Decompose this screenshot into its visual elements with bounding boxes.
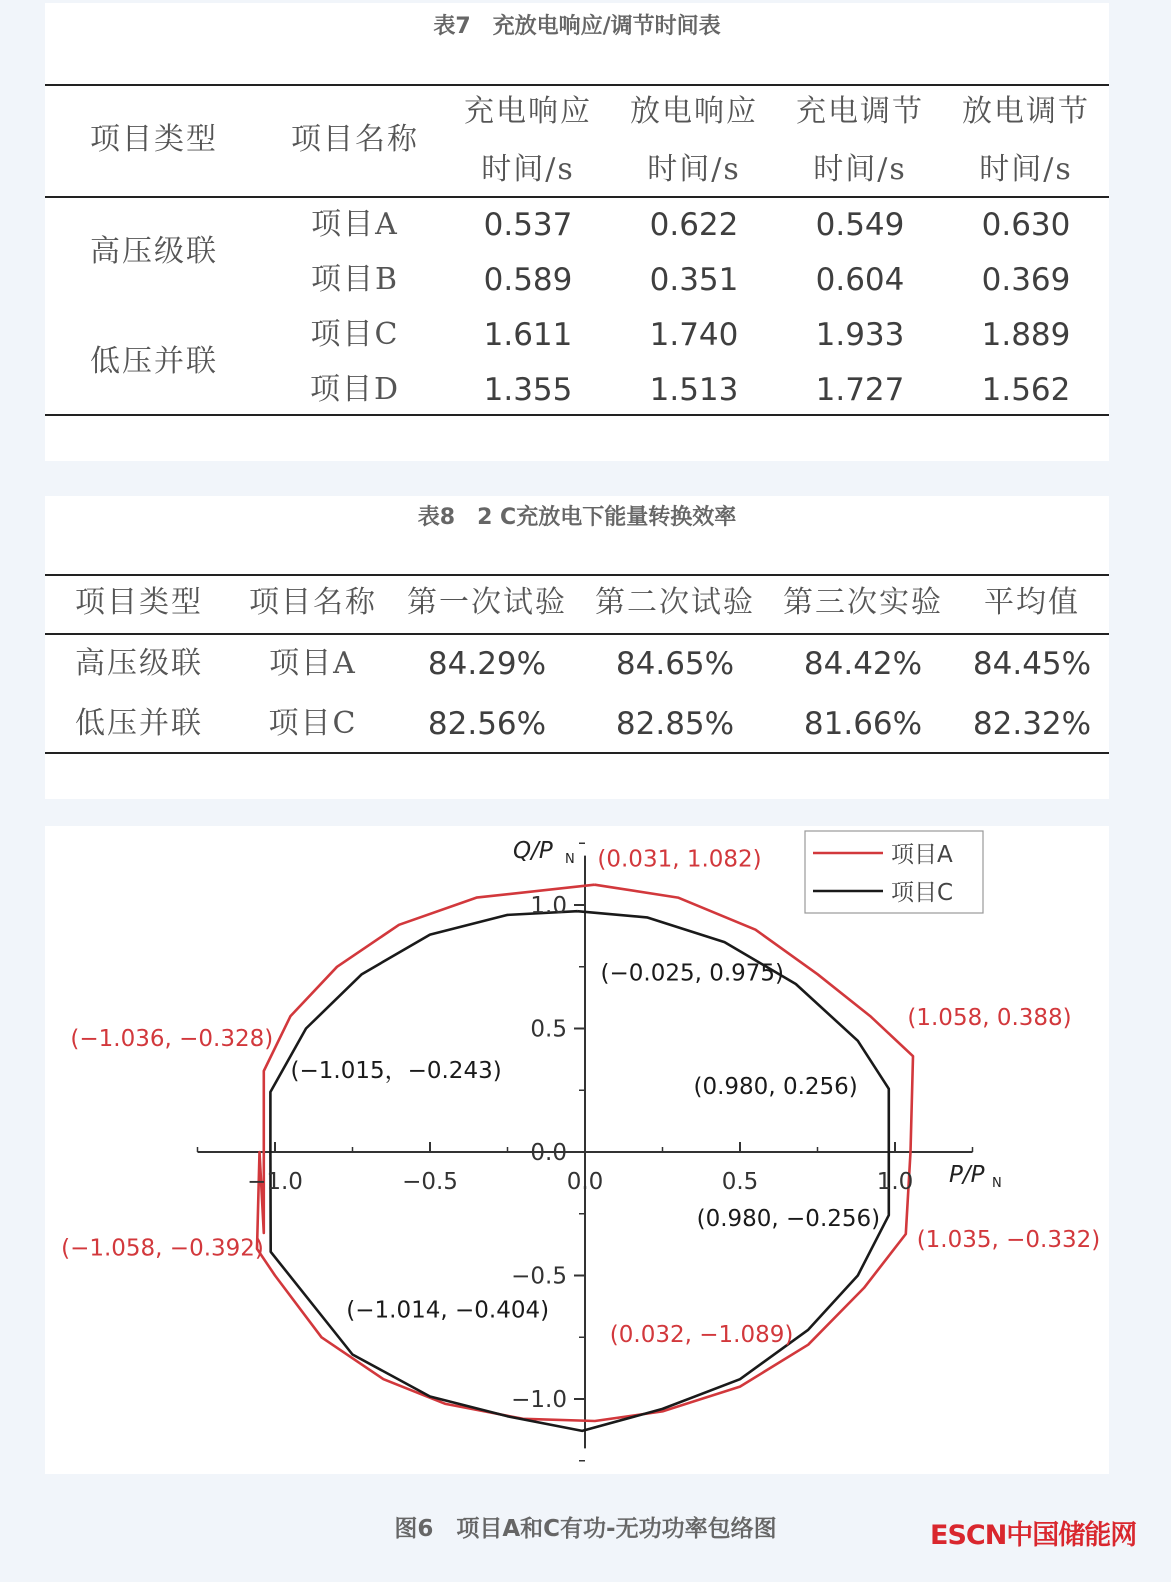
- point-annotation: (−1.015，−0.243): [290, 1057, 502, 1084]
- point-annotation: (0.032, −1.089): [609, 1322, 794, 1349]
- table7-caption: 表7 充放电响应/调节时间表: [433, 14, 721, 39]
- pq-envelope-chart: [45, 826, 1109, 1474]
- table7-cell: 1.562: [981, 372, 1071, 408]
- table7-header-discharge-adj: 放电调节: [962, 94, 1090, 129]
- legend-label: 项目C: [891, 880, 954, 906]
- table7-header-name: 项目名称: [291, 122, 419, 157]
- table7-header-discharge-adj-unit: 时间/s: [979, 152, 1073, 187]
- table8-header: 第二次试验: [595, 585, 755, 620]
- table8-cell: 84.42%: [803, 646, 923, 682]
- figure6-panel: [45, 826, 1109, 1474]
- table7-cell: 0.369: [981, 262, 1071, 298]
- table8-header: 项目名称: [249, 585, 377, 620]
- table8-cell: 82.56%: [427, 706, 547, 742]
- table8-cell: 项目C: [268, 706, 358, 741]
- table8-cell: 低压并联: [75, 706, 203, 741]
- table7-cell: 1.889: [981, 317, 1071, 353]
- table7-header-rule: [45, 196, 1109, 198]
- table7-header-charge-adj-unit: 时间/s: [813, 152, 907, 187]
- table7-group-high-voltage: 高压级联: [90, 234, 218, 269]
- table7-header-charge-resp-unit: 时间/s: [481, 152, 575, 187]
- table7-cell: 0.351: [649, 262, 739, 298]
- table7-cell: 0.604: [815, 262, 905, 298]
- point-annotation: (−1.014, −0.404): [346, 1297, 550, 1324]
- point-annotation: (−1.036, −0.328): [70, 1025, 274, 1052]
- table8-cell: 84.45%: [972, 646, 1092, 682]
- y-tick-label: 1.0: [530, 893, 567, 919]
- table8-bottom-rule: [45, 752, 1109, 754]
- table8-header-rule: [45, 633, 1109, 635]
- table7-header-discharge-resp: 放电响应: [630, 94, 758, 129]
- table7-cell: 1.933: [815, 317, 905, 353]
- table7-cell: 0.589: [483, 262, 573, 298]
- table8-cell: 81.66%: [803, 706, 923, 742]
- point-annotation: (1.035, −0.332): [916, 1227, 1101, 1254]
- table7-panel: [45, 3, 1109, 461]
- table8-cell: 84.65%: [615, 646, 735, 682]
- x-axis-label: P/P: [949, 1162, 985, 1188]
- table8-cell: 82.85%: [615, 706, 735, 742]
- y-tick-label: −1.0: [511, 1387, 567, 1413]
- table8-header: 第三次实验: [783, 585, 943, 620]
- point-annotation: (−1.058, −0.392): [61, 1235, 264, 1262]
- table7-header-charge-resp: 充电响应: [464, 94, 592, 129]
- figure6-caption: 图6 项目A和C有功-无功功率包络图: [394, 1516, 777, 1542]
- y-axis-label: Q/P: [513, 838, 553, 864]
- table7-cell: 0.630: [981, 207, 1071, 243]
- table7-row-name: 项目C: [310, 317, 400, 352]
- table8-caption: 表8 2 C充放电下能量转换效率: [417, 505, 737, 530]
- table7-row-name: 项目B: [310, 262, 400, 297]
- table8-cell: 84.29%: [427, 646, 547, 682]
- table7-group-low-voltage: 低压并联: [90, 344, 218, 379]
- table8-cell: 高压级联: [75, 646, 203, 681]
- table7-top-rule: [45, 84, 1109, 86]
- y-axis-label-sub: N: [565, 852, 575, 867]
- escn-watermark: ESCN中国储能网: [930, 1520, 1137, 1551]
- table7-cell: 1.740: [649, 317, 739, 353]
- table7-cell: 1.727: [815, 372, 905, 408]
- table8-header: 项目类型: [75, 585, 203, 620]
- table7-cell: 1.355: [483, 372, 573, 408]
- point-annotation: (0.980, −0.256): [696, 1206, 881, 1233]
- x-tick-label: −1.0: [247, 1169, 303, 1195]
- table7-cell: 0.537: [483, 207, 573, 243]
- x-axis-label-sub: N: [992, 1176, 1002, 1191]
- table7-cell: 1.611: [483, 317, 573, 353]
- table7-bottom-rule: [45, 414, 1109, 416]
- table7-row-name: 项目A: [311, 207, 399, 242]
- table8-header: 第一次试验: [407, 585, 567, 620]
- x-tick-label: 0.0: [566, 1169, 604, 1195]
- y-tick-label: −0.5: [511, 1263, 567, 1290]
- table7-cell: 0.549: [815, 207, 905, 243]
- y-tick-label: 0.0: [530, 1140, 567, 1166]
- table8-header: 平均值: [984, 585, 1080, 620]
- point-annotation: (−0.025, 0.975): [600, 960, 785, 987]
- point-annotation: (0.980, 0.256): [693, 1073, 858, 1100]
- table8-cell: 项目A: [269, 646, 357, 681]
- table8-panel: [45, 496, 1109, 799]
- legend-label: 项目A: [891, 842, 953, 868]
- point-annotation: (0.031, 1.082): [597, 846, 762, 873]
- x-tick-label: 1.0: [876, 1169, 914, 1195]
- y-tick-label: 0.5: [530, 1016, 567, 1043]
- table7-header-discharge-resp-unit: 时间/s: [647, 152, 741, 187]
- x-tick-label: 0.5: [721, 1169, 759, 1195]
- table7-header-charge-adj: 充电调节: [796, 94, 924, 129]
- x-tick-label: −0.5: [402, 1169, 458, 1195]
- table8-top-rule: [45, 574, 1109, 576]
- table7-cell: 1.513: [649, 372, 739, 408]
- table7-cell: 0.622: [649, 207, 739, 243]
- table7-header-type: 项目类型: [90, 122, 218, 157]
- table7-row-name: 项目D: [309, 372, 401, 407]
- point-annotation: (1.058, 0.388): [907, 1004, 1072, 1031]
- table8-cell: 82.32%: [972, 706, 1092, 742]
